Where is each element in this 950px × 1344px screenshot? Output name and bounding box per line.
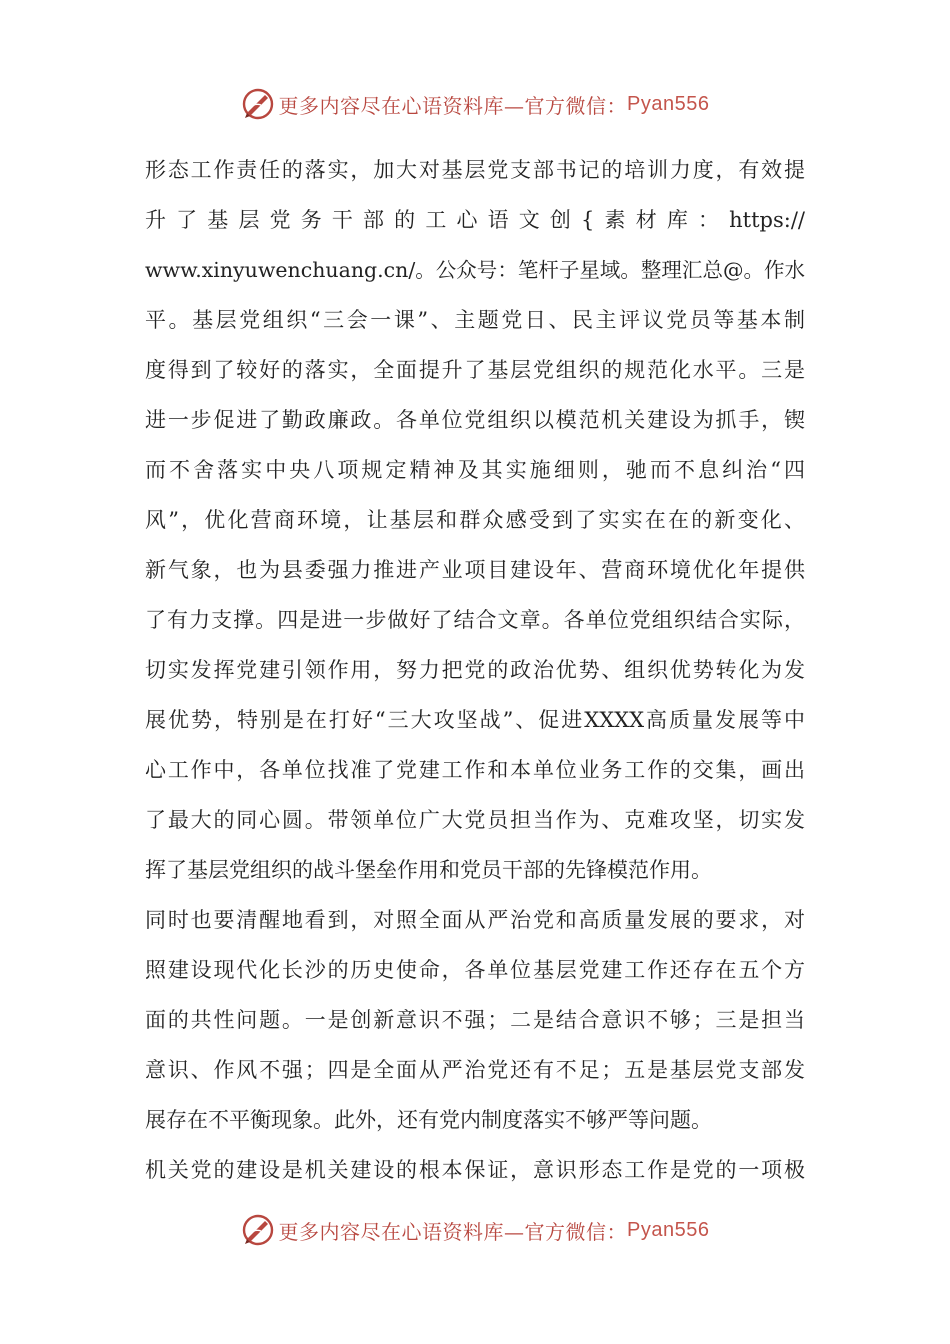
footer-banner (0, 1208, 950, 1252)
header-banner-wechat-id: Pyan556 (627, 92, 710, 115)
text-line: 机关党的建设是机关建设的根本保证，意识形态工作是党的一项极 (145, 1158, 805, 1182)
text-line: 了最大的同心圆。带领单位广大党员担当作为、克难攻坚，切实发 (145, 808, 805, 832)
document-body (145, 150, 805, 1200)
text-line: 切实发挥党建引领作用，努力把党的政治优势、组织优势转化为发 (145, 658, 805, 682)
header-banner (0, 82, 950, 126)
text-line: 展存在不平衡现象。此外，还有党内制度落实不够严等问题。 (145, 1108, 712, 1132)
text-line: 挥了基层党组织的战斗堡垒作用和党员干部的先锋模范作用。 (145, 858, 712, 882)
text-line: 升了基层党务干部的工心语文创{素材库：https:// (145, 208, 805, 232)
text-line: 风”，优化营商环境，让基层和群众感受到了实实在在的新变化、 (145, 508, 805, 532)
text-line: 展优势，特别是在打好“三大攻坚战”、促进XXXX高质量发展等中 (145, 708, 805, 732)
text-line: 了有力支撑。四是进一步做好了结合文章。各单位党组织结合实际， (145, 608, 805, 632)
text-line: 面的共性问题。一是创新意识不强；二是结合意识不够；三是担当 (145, 1008, 805, 1032)
text-line: 照建设现代化长沙的历史使命，各单位基层党建工作还存在五个方 (145, 958, 805, 982)
pen-logo-icon (241, 87, 275, 121)
text-line: 新气象，也为县委强力推进产业项目建设年、营商环境优化年提供 (145, 558, 805, 582)
pen-logo-icon (241, 1213, 275, 1247)
text-line: www.xinyuwenchuang.cn/。公众号：笔杆子星域。整理汇总@。作水 (145, 258, 805, 282)
footer-banner-text: 更多内容尽在心语资料库—官方微信： (278, 1219, 628, 1244)
header-banner-text: 更多内容尽在心语资料库—官方微信： (278, 93, 628, 118)
text-line: 形态工作责任的落实，加大对基层党支部书记的培训力度，有效提 (145, 158, 805, 182)
text-line: 心工作中，各单位找准了党建工作和本单位业务工作的交集，画出 (145, 758, 805, 782)
text-line: 度得到了较好的落实，全面提升了基层党组织的规范化水平。三是 (145, 358, 805, 382)
text-line: 而不舍落实中央八项规定精神及其实施细则，驰而不息纠治“四 (145, 458, 805, 482)
text-line: 意识、作风不强；四是全面从严治党还有不足；五是基层党支部发 (145, 1058, 805, 1082)
text-line: 进一步促进了勤政廉政。各单位党组织以模范机关建设为抓手，锲 (145, 408, 805, 432)
footer-banner-wechat-id: Pyan556 (627, 1218, 710, 1241)
text-line: 平。基层党组织“三会一课”、主题党日、民主评议党员等基本制 (145, 308, 805, 332)
text-line: 同时也要清醒地看到，对照全面从严治党和高质量发展的要求，对 (145, 908, 805, 932)
